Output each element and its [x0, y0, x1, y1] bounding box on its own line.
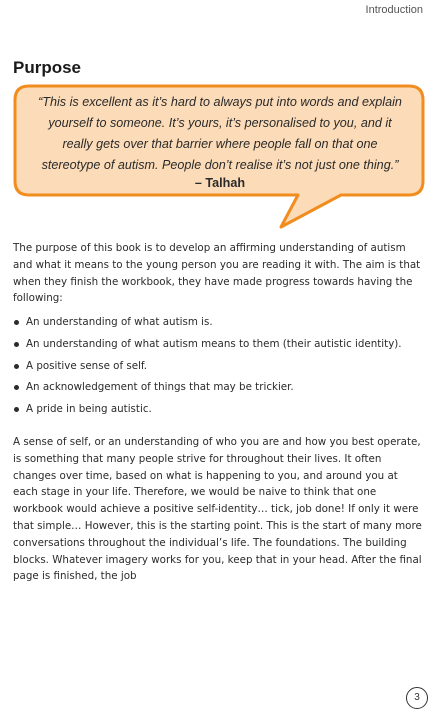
goals-list	[13, 314, 425, 423]
quote-text: “This is excellent as it’s hard to always put into words and explain yourself to someone. It’s yours, it’s personalised to you, and it really gets over that barrier where people fall on that one stereotype of autism. People don’t realise it’s not just one thing.”	[38, 95, 402, 172]
page-title: Purpose	[13, 58, 82, 77]
list-item: An understanding of what autism is.	[13, 314, 425, 331]
intro-paragraph: The purpose of this book is to develop an affirming understanding of autism and what it means to the young person you are reading it with. The aim is that when they finish the workbook, they have made progress towards having the following:	[13, 242, 421, 305]
list-item: A positive sense of self.	[13, 358, 425, 375]
list-item: A pride in being autistic.	[13, 401, 425, 418]
running-header: Introduction	[365, 4, 423, 16]
closing-paragraph: A sense of self, or an understanding of who you are and how you best operate, is something that many people strive for throughout their lives. It often changes over time, based on what is happening to you, and around you at each stage in your life. Therefore, we would be naive to think that one workbook would achieve a positive self-identity… tick, job done! If only it were that simple… However, this is the starting point. This is the start of many more conversations throughout the individual’s life. The foundations. The building blocks. Whatever imagery works for you, keep that in your head. After the final page is finished, the job	[13, 436, 422, 583]
list-item: An understanding of what autism means to them (their autistic identity).	[13, 336, 425, 353]
list-item: An acknowledgement of things that may be trickier.	[13, 379, 425, 396]
quote-attribution: – Talhah	[194, 176, 246, 190]
page-number: 3	[406, 687, 428, 709]
